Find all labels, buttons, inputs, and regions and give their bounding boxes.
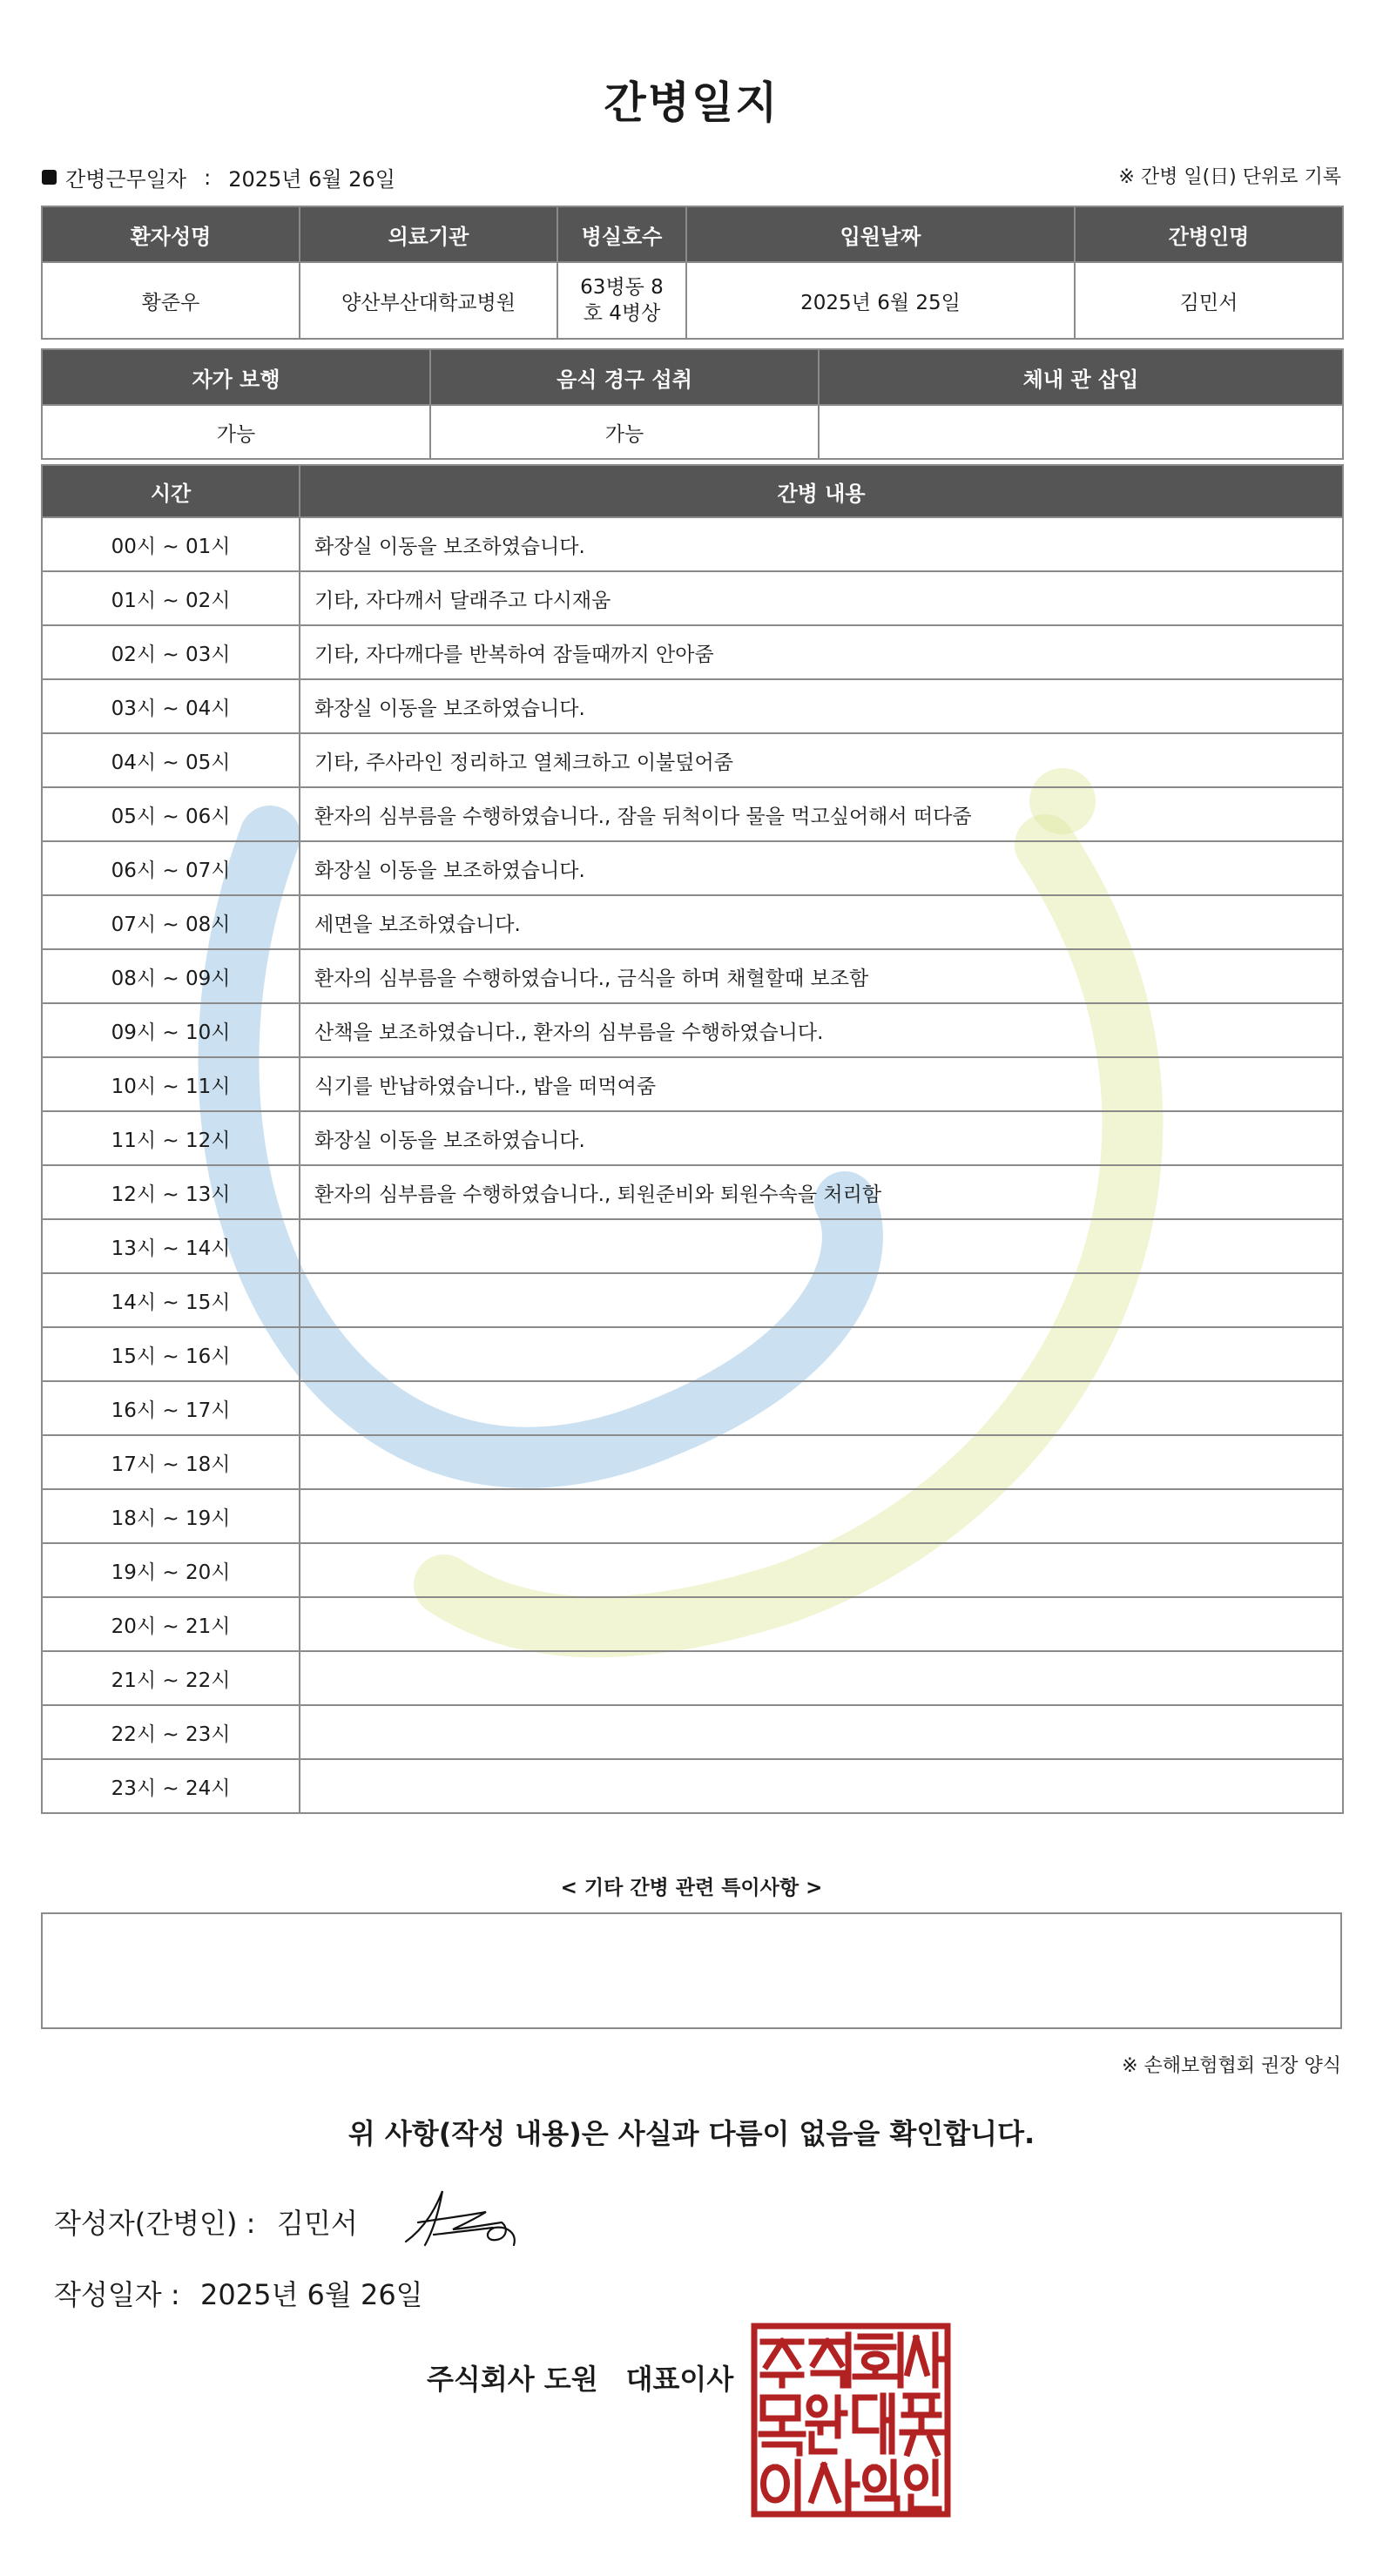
log-row — [42, 1651, 1343, 1705]
hospital-name: 양산부산대학교병원 — [300, 262, 557, 339]
page-title: 간병일지 — [604, 78, 779, 128]
log-row — [42, 1327, 1343, 1381]
log-time: 08시 ~ 09시 — [42, 949, 300, 1003]
written-date-row — [54, 2273, 423, 2313]
log-time: 02시 ~ 03시 — [42, 625, 300, 679]
caregiver-name: 김민서 — [1075, 262, 1343, 339]
log-row — [42, 1705, 1343, 1759]
log-content: 식기를 반납하였습니다., 밥을 떠먹여줌 — [300, 1057, 1343, 1111]
header-room: 병실호수 — [557, 206, 686, 262]
written-date-value: 2025년 6월 26일 — [200, 2278, 423, 2311]
form-source-note: ※ 손해보험협회 권장 양식 — [1122, 2055, 1341, 2077]
log-header-row — [42, 465, 1343, 517]
log-row — [42, 571, 1343, 625]
header-admission-date: 입원날짜 — [686, 206, 1075, 262]
writer-row — [54, 2202, 358, 2242]
patient-name: 황준우 — [42, 262, 300, 339]
log-content: 환자의 심부름을 수행하였습니다., 잠을 뒤척이다 물을 먹고싶어해서 떠다줌 — [300, 787, 1343, 841]
log-body — [42, 517, 1343, 1813]
header-patient-name: 환자성명 — [42, 206, 300, 262]
log-row — [42, 1489, 1343, 1543]
writer-name: 김민서 — [277, 2207, 358, 2240]
work-date-separator: : — [204, 165, 212, 190]
log-content — [300, 1597, 1343, 1651]
log-content: 기타, 자다깨서 달래주고 다시재움 — [300, 571, 1343, 625]
log-time: 19시 ~ 20시 — [42, 1543, 300, 1597]
log-row — [42, 787, 1343, 841]
log-row — [42, 1435, 1343, 1489]
log-time: 00시 ~ 01시 — [42, 517, 300, 571]
written-date-label: 작성일자 : — [54, 2278, 180, 2311]
self-walking-value: 가능 — [42, 405, 430, 459]
log-content — [300, 1759, 1343, 1813]
header-care-content: 간병 내용 — [300, 465, 1343, 517]
company-seal-stamp — [751, 2323, 951, 2518]
log-content — [300, 1651, 1343, 1705]
log-row — [42, 1057, 1343, 1111]
log-content: 화장실 이동을 보조하였습니다. — [300, 517, 1343, 571]
log-time: 23시 ~ 24시 — [42, 1759, 300, 1813]
header-self-walking: 자가 보행 — [42, 349, 430, 405]
log-row — [42, 841, 1343, 895]
log-time: 01시 ~ 02시 — [42, 571, 300, 625]
log-time: 13시 ~ 14시 — [42, 1219, 300, 1273]
confirmation-statement: 위 사항(작성 내용)은 사실과 다름이 없음을 확인합니다. — [347, 2117, 1036, 2150]
log-content: 환자의 심부름을 수행하였습니다., 금식을 하며 채혈할때 보조함 — [300, 949, 1343, 1003]
log-content — [300, 1327, 1343, 1381]
log-time: 07시 ~ 08시 — [42, 895, 300, 949]
header-time: 시간 — [42, 465, 300, 517]
log-content: 기타, 자다깨다를 반복하여 잠들때까지 안아줌 — [300, 625, 1343, 679]
log-time: 16시 ~ 17시 — [42, 1381, 300, 1435]
log-content: 세면을 보조하였습니다. — [300, 895, 1343, 949]
patient-status-table — [41, 348, 1344, 460]
log-time: 06시 ~ 07시 — [42, 841, 300, 895]
log-content — [300, 1489, 1343, 1543]
company-name: 주식회사 도원 대표이사 — [427, 2363, 734, 2396]
work-date-row — [42, 162, 395, 192]
log-row — [42, 517, 1343, 571]
log-time: 18시 ~ 19시 — [42, 1489, 300, 1543]
log-row — [42, 1111, 1343, 1165]
admission-date: 2025년 6월 25일 — [686, 262, 1075, 339]
log-time: 15시 ~ 16시 — [42, 1327, 300, 1381]
room-number — [557, 262, 686, 339]
log-row — [42, 1003, 1343, 1057]
square-bullet-icon — [42, 170, 57, 185]
oral-intake-value: 가능 — [430, 405, 819, 459]
record-unit-note: ※ 간병 일(日) 단위로 기록 — [1118, 166, 1341, 188]
log-row — [42, 1381, 1343, 1435]
log-row — [42, 679, 1343, 733]
log-time: 17시 ~ 18시 — [42, 1435, 300, 1489]
log-time: 09시 ~ 10시 — [42, 1003, 300, 1057]
log-row — [42, 895, 1343, 949]
log-time: 12시 ~ 13시 — [42, 1165, 300, 1219]
log-time: 10시 ~ 11시 — [42, 1057, 300, 1111]
log-row — [42, 1543, 1343, 1597]
header-caregiver-name: 간병인명 — [1075, 206, 1343, 262]
log-row — [42, 1165, 1343, 1219]
log-time: 05시 ~ 06시 — [42, 787, 300, 841]
log-time: 22시 ~ 23시 — [42, 1705, 300, 1759]
log-row — [42, 1597, 1343, 1651]
writer-label: 작성자(간병인) : — [54, 2207, 256, 2240]
work-date-label: 간병근무일자 — [65, 167, 187, 192]
patient-value-row — [42, 262, 1343, 339]
log-content: 화장실 이동을 보조하였습니다. — [300, 679, 1343, 733]
log-row — [42, 949, 1343, 1003]
log-content: 화장실 이동을 보조하였습니다. — [300, 1111, 1343, 1165]
notes-box — [41, 1912, 1342, 2029]
patient-header-row — [42, 206, 1343, 262]
log-time: 14시 ~ 15시 — [42, 1273, 300, 1327]
work-date-value: 2025년 6월 26일 — [228, 167, 395, 192]
log-content: 산책을 보조하였습니다., 환자의 심부름을 수행하였습니다. — [300, 1003, 1343, 1057]
care-log-table — [41, 464, 1344, 1814]
log-content: 기타, 주사라인 정리하고 열체크하고 이불덮어줌 — [300, 733, 1343, 787]
log-content: 화장실 이동을 보조하였습니다. — [300, 841, 1343, 895]
log-content: 환자의 심부름을 수행하였습니다., 퇴원준비와 퇴원수속을 처리함 — [300, 1165, 1343, 1219]
log-row — [42, 1219, 1343, 1273]
tube-insertion-value — [819, 405, 1343, 459]
notes-title: < 기타 간병 관련 특이사항 > — [560, 1877, 823, 1899]
signature-image — [399, 2184, 531, 2254]
log-time: 11시 ~ 12시 — [42, 1111, 300, 1165]
log-time: 21시 ~ 22시 — [42, 1651, 300, 1705]
log-content — [300, 1435, 1343, 1489]
room-number-text: 63병동 8 호 4병상 — [580, 276, 664, 325]
log-content — [300, 1543, 1343, 1597]
header-hospital: 의료기관 — [300, 206, 557, 262]
log-content — [300, 1705, 1343, 1759]
patient-info-table — [41, 206, 1344, 340]
log-content — [300, 1273, 1343, 1327]
log-time: 03시 ~ 04시 — [42, 679, 300, 733]
log-time: 04시 ~ 05시 — [42, 733, 300, 787]
log-row — [42, 733, 1343, 787]
log-row — [42, 1759, 1343, 1813]
log-row — [42, 625, 1343, 679]
log-time: 20시 ~ 21시 — [42, 1597, 300, 1651]
status-header-row — [42, 349, 1343, 405]
log-content — [300, 1219, 1343, 1273]
log-content — [300, 1381, 1343, 1435]
header-oral-intake: 음식 경구 섭취 — [430, 349, 819, 405]
log-row — [42, 1273, 1343, 1327]
header-tube-insertion: 체내 관 삽입 — [819, 349, 1343, 405]
status-value-row — [42, 405, 1343, 459]
